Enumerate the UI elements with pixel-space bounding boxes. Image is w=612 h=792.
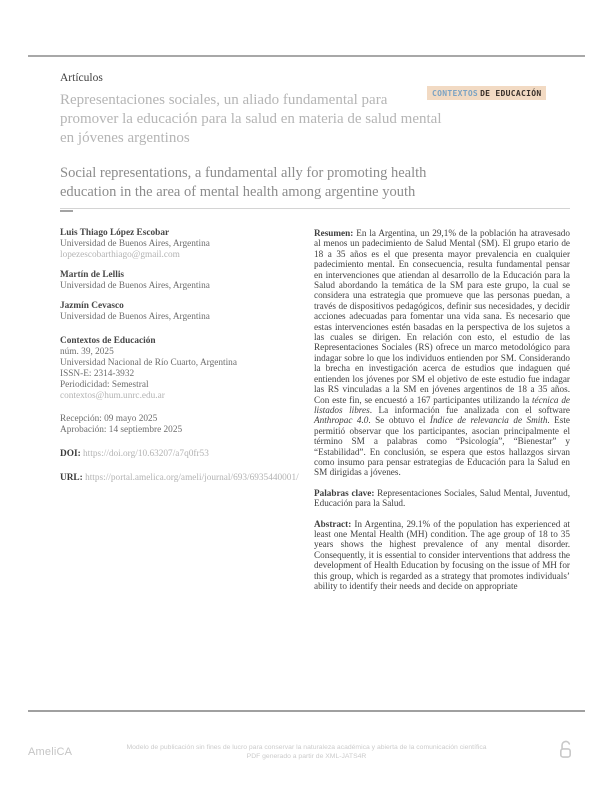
journal-periodicity: Periodicidad: Semestral xyxy=(60,380,149,390)
keywords-paragraph xyxy=(314,488,570,509)
author-affiliation: Universidad de Buenos Aires, Argentina xyxy=(60,281,210,291)
author-email-link[interactable]: lopezescobarthiago@gmail.com xyxy=(60,250,180,260)
logo-text-de-educacion: DE EDUCACIÓN xyxy=(480,89,542,98)
resumen-label: Resumen: xyxy=(314,228,354,238)
section-label: Artículos xyxy=(60,72,103,84)
content-columns xyxy=(60,228,570,601)
author-name: Jazmín Cevasco xyxy=(60,301,124,311)
footer-note-line1: Modelo de publicación sin fines de lucro para conservar la naturaleza académica y abierta de la comunicación científica xyxy=(126,743,487,751)
keywords-text: Representaciones Sociales, Salud Mental, Juventud, Educación para la Salud. xyxy=(314,487,570,509)
url-link[interactable]: https://portal.amelica.org/ameli/journal/693/6935440001/ xyxy=(85,473,299,483)
abstract-label: Abstract: xyxy=(314,518,352,529)
approval-date: Aprobación: 14 septiembre 2025 xyxy=(60,425,183,435)
author-affiliation: Universidad de Buenos Aires, Argentina xyxy=(60,239,210,249)
author-block xyxy=(60,228,304,261)
journal-email-link[interactable]: contextos@hum.unrc.edu.ar xyxy=(60,391,165,401)
dates-block xyxy=(60,414,304,436)
journal-issn: ISSN-E: 2314-3932 xyxy=(60,369,135,379)
journal-info xyxy=(60,336,304,402)
url-label: URL: xyxy=(60,473,83,483)
journal-logo xyxy=(427,86,546,100)
doi-link[interactable]: https://doi.org/10.63207/a7q0fr53 xyxy=(83,449,209,459)
footer-note xyxy=(114,743,499,762)
top-rule xyxy=(28,55,585,57)
open-access-icon xyxy=(499,740,585,764)
reception-date: Recepción: 09 mayo 2025 xyxy=(60,414,158,424)
resumen-italic: Índice de relevancia de Smith xyxy=(429,415,548,426)
author-block xyxy=(60,270,304,292)
page-footer xyxy=(28,740,585,764)
url-row xyxy=(60,473,304,484)
doi-label: DOI: xyxy=(60,449,81,459)
journal-name: Contextos de Educación xyxy=(60,336,156,346)
amelica-logo: AmeliCA xyxy=(28,746,73,758)
abstract-column xyxy=(314,228,570,601)
article-title-es: Representaciones sociales, un aliado fundamental para promover la educación para la salud en materia de salud mental en jóvenes argentinos xyxy=(60,92,442,146)
resumen-text: . Este permitió observar que los participantes, asocian principalmente el término SM a palabras como “Psicología”, “Bienestar” y “Estabilidad”. En conclusión, se espera que estos hallazgos sirvan como insumo para pensar estrategias de Educación para la Salud en SM dirigidas a jóvenes. xyxy=(314,415,570,478)
doi-row xyxy=(60,449,304,460)
abstract-es-paragraph xyxy=(314,228,570,478)
journal-issue: núm. 39, 2025 xyxy=(60,347,114,357)
abstract-text: In Argentina, 29.1% of the population has experienced at least one Mental Health (MH) condition. The age group of 18 to 35 years shows the highest prevalence of any mental disorder. Consequently, it is essential to consider interventions that address the development of Health Education by focusing on the issue of MH for this group, which is regarded as a strategy that promotes individuals’ ability to identify their needs and decide on appropriate xyxy=(314,518,570,591)
author-block xyxy=(60,301,304,323)
logo-text-contextos: CONTEXTOS xyxy=(432,89,479,98)
author-affiliation: Universidad de Buenos Aires, Argentina xyxy=(60,312,210,322)
resumen-italic: Anthropac 4.0 xyxy=(314,415,369,426)
keywords-label: Palabras clave: xyxy=(314,487,375,498)
author-name: Martín de Lellis xyxy=(60,270,125,280)
resumen-text: . La información fue analizada con el software xyxy=(369,404,570,415)
author-name: Luis Thiago López Escobar xyxy=(60,228,170,238)
resumen-text: En la Argentina, un 29,1% de la población ha atravesado al menos un padecimiento de Salud Mental (SM). El grupo etario de 18 a 35 años es el que presenta mayor prevalencia en cualquier padecimiento mental. En consecuencia, resulta fundamental pensar en intervenciones que atiendan al desarrollo de la Educación para la Salud abordando la temática de la SM para este grupo, la cual se considera una estrategia que promueve que las personas puedan, a través de dispositivos pedagógicos, definir sus necesidades, y decidir acciones adecuadas para fomentar una vida sana. Es necesario que estas intervenciones estén basadas en la perspectiva de los sujetos a las cuales se dirigen. En relación con esto, el estudio de las Representaciones Sociales (RS) ofrece un marco metodológico para indagar sobre lo que los individuos entienden por SM. Considerando la brecha en investigación acerca de estudios que indaguen qué entienden los jóvenes por SM el objetivo de este estudio fue indagar las RS vinculadas a la SM en jóvenes argentinos de 18 a 35 años. Con este fin, se encuestó a 167 participantes utilizando la xyxy=(314,228,570,405)
resumen-text: . Se obtuvo el xyxy=(368,415,430,426)
journal-publisher: Universidad Nacional de Río Cuarto, Argentina xyxy=(60,358,237,368)
footer-note-line2: PDF generado a partir de XML-JATS4R xyxy=(246,753,367,760)
metadata-column xyxy=(60,228,304,601)
header-divider xyxy=(60,208,570,209)
abstract-en-paragraph xyxy=(314,519,570,592)
article-title-en: Social representations, a fundamental ally for promoting health education in the area of mental health among argentine youth xyxy=(60,165,427,200)
footer-rule xyxy=(28,710,585,712)
resumen-italic: técnica de listados libres xyxy=(314,394,570,415)
